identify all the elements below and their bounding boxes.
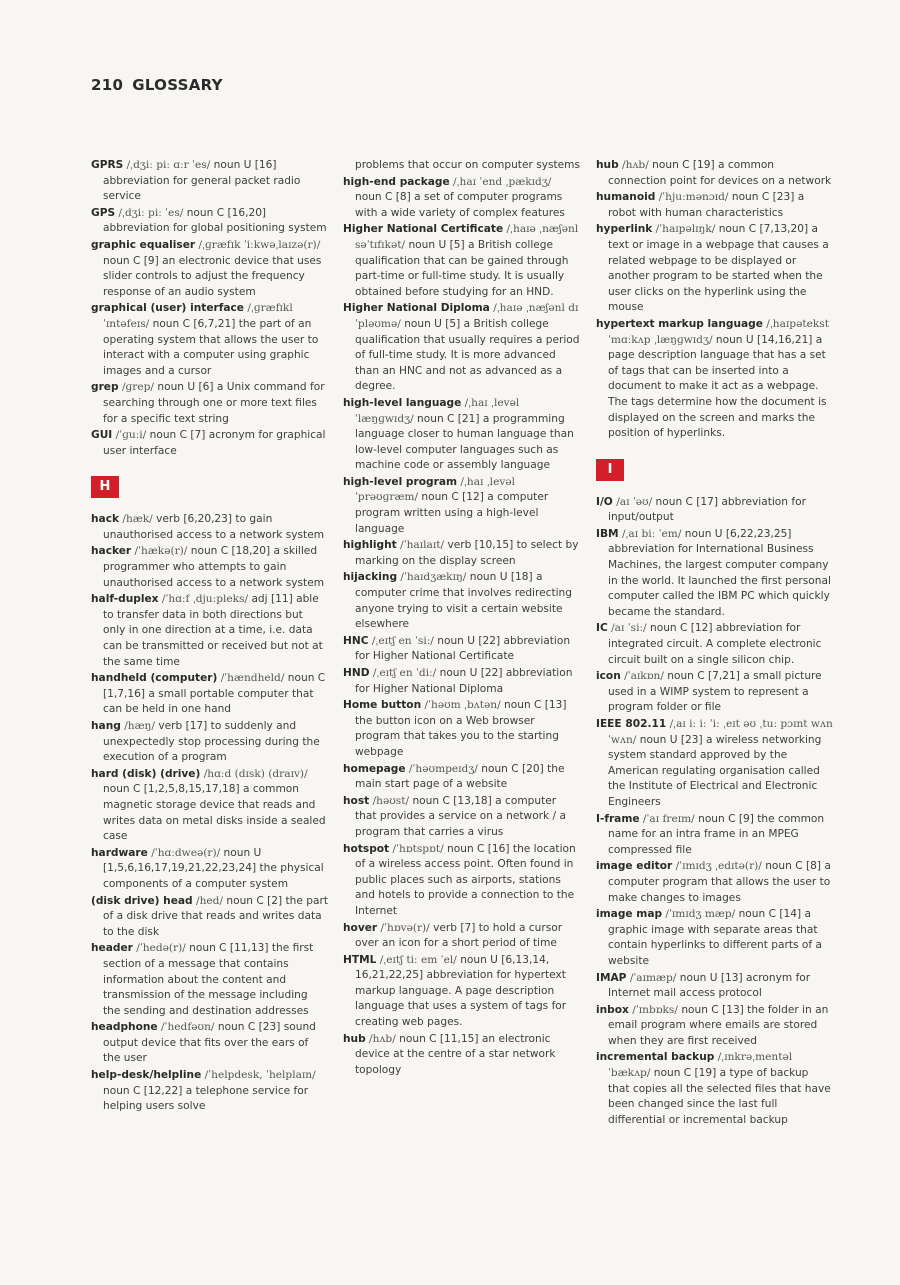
entry-definition: verb [6,20,23] to gain unauthorised access to a network system [103,513,325,541]
glossary-entry [343,301,580,395]
glossary-entry [91,671,328,718]
glossary-column-2 [343,158,580,1079]
entry-pronunciation: /ˌhaɪ ˌlevəl ˈprəʊɡræm/ [355,475,515,504]
glossary-entry [91,1020,328,1067]
entry-pronunciation: /ˈhændheld/ [220,672,285,685]
entry-pronunciation: /ˈhedfəʊn/ [160,1021,215,1034]
glossary-entry [91,1068,328,1115]
entry-term: hover [343,921,378,934]
entry-term: graphic equaliser [91,238,196,251]
page-number: 210 [91,76,124,94]
entry-definition: noun C [9] an electronic device that uses slider controls to adjust the frequency response of an audio system [103,254,322,298]
entry-term: host [343,794,370,807]
entry-pronunciation: /ˈhaɪlaɪt/ [400,539,445,552]
entry-term: half-duplex [91,593,159,606]
entry-pronunciation: /aɪ ˈəʊ/ [616,495,653,508]
entry-pronunciation: /ˈhɑːdweə(r)/ [151,846,221,859]
glossary-entry [596,190,833,221]
entry-pronunciation: /ˈhəʊm ˌbʌtən/ [424,699,501,712]
glossary-entry [91,206,328,237]
entry-pronunciation: /ˈhækə(r)/ [134,545,188,558]
section-letter [596,443,833,495]
entry-continuation: problems that occur on computer systems [355,159,581,171]
entry-definition: noun U [22] abbreviation for Higher National Certificate [355,634,571,663]
entry-term: help-desk/helpline [91,1069,202,1082]
glossary-entry [91,158,328,205]
entry-term: homepage [343,762,406,775]
entry-definition: noun U [5] a British college qualification that usually requires a period of full-time study. It is more advanced than an HNC and not as advanced as a degree. [355,317,580,393]
entry-term: GPS [91,206,116,219]
entry-term: hijacking [343,571,398,584]
entry-pronunciation: /aɪ ˈsiː/ [611,622,647,635]
entry-definition: noun C [1,7,16] a small portable computer that can be held in one hand [103,672,326,716]
entry-definition: noun C [23] a robot with human characteristics [608,191,805,219]
glossary-entry [596,317,833,442]
glossary-entry [91,544,328,591]
glossary-entry [343,842,580,920]
glossary-entry [343,475,580,537]
entry-term: (disk drive) head [91,894,193,907]
glossary-entry [596,495,833,526]
entry-term: hyperlink [596,223,653,236]
entry-term: Home button [343,699,422,712]
entry-pronunciation: /ˈɪmɪdʒ ˌedɪtə(r)/ [675,860,762,873]
entry-term: handheld (computer) [91,672,218,685]
entry-definition: noun C [16,20] abbreviation for global positioning system [103,206,327,235]
entry-definition: noun C [7,13,20] a text or image in a webpage that causes a related webpage to be displayed or another program to be started when the user clicks on the hyperlink using the mouse [608,223,829,314]
entry-term: Higher National Diploma [343,302,490,315]
glossary-entry [343,698,580,760]
entry-term: image map [596,908,663,921]
glossary-entry [343,953,580,1031]
entry-term: header [91,942,133,955]
entry-pronunciation: /ˈhɑːf ˌdjuːpleks/ [161,593,249,606]
entry-term: graphical (user) interface [91,302,244,315]
page-header [91,76,232,94]
entry-definition: noun C [13,18] a computer that provides a service on a network / a program that carries a virus [355,794,566,838]
entry-definition: noun U [6,13,14, 16,21,22,25] abbreviation for hypertext markup language. A page description language that uses a system of tags for creating web pages. [355,953,567,1029]
entry-pronunciation: /ˌaɪ iː iː ˈiː ˌeɪt əʊ ˌtuː pɔɪnt wʌn ˈwʌn/ [608,718,833,746]
entry-pronunciation: /ˈhəʊmpeɪdʒ/ [408,762,478,775]
entry-pronunciation: /ˈhedə(r)/ [136,942,186,955]
section-letter-badge: I [596,459,624,481]
entry-definition: noun U [6,22,23,25] abbreviation for International Business Machines, the largest computer company in the world. It launched the first personal computer called the IBM PC which quickly became the standard. [608,527,831,618]
page-title: GLOSSARY [132,76,223,94]
glossary-entry [91,894,328,941]
glossary-entry [596,1050,833,1128]
glossary-entry [91,719,328,766]
entry-definition: noun U [14,16,21] a page description language that has a set of tags that can be inserted into a document to make it act as a webpage. The tags determine how the document is displayed on the screen and marks the position of hyperlinks. [608,333,827,440]
entry-term: inbox [596,1003,629,1016]
entry-term: hypertext markup language [596,317,763,330]
entry-pronunciation: /hæŋ/ [124,720,155,732]
entry-definition: noun U [16] abbreviation for general packet radio service [103,159,301,203]
entry-definition: noun U [23] a wireless networking system standard approved by the American regulating organisation called the Institute of Electrical and Electronic Engineers [608,733,822,808]
entry-definition: verb [10,15] to select by marking on the display screen [355,539,579,567]
glossary-entry [343,762,580,793]
entry-pronunciation: /ˌeɪtʃ tiː em ˈel/ [379,953,457,966]
entry-definition: noun C [8] a computer program that allows the user to make changes to images [608,860,831,904]
entry-definition: noun C [11,13] the first section of a message that contains information about the content and transmission of the message including the sending and destination addresses [103,942,314,1017]
glossary-entry [596,527,833,621]
entry-pronunciation: /hæk/ [122,513,153,526]
entry-definition: noun C [17] abbreviation for input/output [608,495,806,524]
entry-definition: noun C [11,15] an electronic device at the centre of a star network topology [355,1032,556,1076]
entry-definition: noun C [20] the main start page of a website [355,762,565,791]
entry-term: hardware [91,846,148,859]
entry-term: hack [91,513,120,526]
entry-term: IMAP [596,971,627,984]
entry-term: grep [91,381,119,394]
entry-term: highlight [343,539,397,552]
glossary-entry [343,1032,580,1079]
entry-term: hub [343,1032,366,1045]
entry-term: high-end package [343,175,450,188]
entry-pronunciation: /ˈhɒtspɒt/ [392,842,444,855]
entry-pronunciation: /ˌaɪ biː ˈem/ [621,527,682,540]
entry-pronunciation: /ɡrep/ [121,381,154,394]
entry-pronunciation: /ˌeɪtʃ en ˈsiː/ [371,634,434,647]
entry-definition: noun C [12] abbreviation for integrated circuit. A complete electronic circuit built on a single silicon chip. [608,622,822,666]
glossary-entry [343,222,580,300]
glossary-entry [91,767,328,845]
glossary-entry [596,158,833,189]
entry-pronunciation: /ˌhaɪpətekst ˈmɑːkʌp ˌlæŋɡwɪdʒ/ [608,317,829,346]
entry-definition: noun C [12] a computer program written using a high-level language [355,491,549,535]
glossary-entry [343,538,580,569]
entry-definition: noun U [6] a Unix command for searching through one or more text files for a specific text string [103,381,325,425]
entry-definition: noun C [14] a graphic image with separate areas that contain hyperlinks to different parts of a website [608,908,822,967]
entry-definition: noun C [21] a programming language closer to human language than low-level computer languages such as machine code or assembly language [355,412,574,472]
glossary-entry [91,941,328,1019]
entry-term: IEEE 802.11 [596,718,667,730]
glossary-entry [91,846,328,893]
entry-pronunciation: /ˈhelpdesk, ˈhelplaɪn/ [204,1069,316,1082]
entry-pronunciation: /ˈhjuːmənɔɪd/ [658,191,729,204]
entry-definition: noun C [19] a type of backup that copies all the selected files that have been changed since the last full differential or incremental backup [608,1067,831,1126]
glossary-entry [343,794,580,841]
entry-definition: adj [11] able to transfer data in both directions but only in one direction at a time, i.e. data can be transmitted or received but not at the same time [103,593,323,668]
entry-term: hacker [91,545,132,558]
entry-pronunciation: /ˌhaɪə ˌnæʃənl dɪˈpləʊmə/ [355,302,579,330]
entry-term: IBM [596,527,619,540]
entry-definition: noun C [6,7,21] the part of an operating system that allows the user to interact with a computer using graphic images and a cursor [103,317,319,377]
entry-definition: noun C [23] sound output device that fits over the ears of the user [103,1021,316,1065]
entry-pronunciation: /ˈɪmɪdʒ mæp/ [665,908,736,921]
entry-definition: noun U [18] a computer crime that involves redirecting anyone trying to visit a certain website elsewhere [355,571,573,631]
glossary-entry [343,921,580,952]
entry-term: hang [91,720,121,732]
entry-definition: noun C [7,21] a small picture used in a WIMP system to represent a program folder or file [608,670,822,714]
entry-definition: verb [17] to suddenly and unexpectedly stop processing during the execution of a program [103,720,320,764]
entry-pronunciation: /ˈhaɪpəlɪŋk/ [655,223,716,236]
entry-term: HTML [343,953,377,966]
glossary-entry [596,621,833,668]
entry-term: HNC [343,634,369,647]
glossary-entry [596,812,833,859]
glossary-column-1 [91,158,328,1116]
entry-pronunciation: /hʌb/ [622,159,649,171]
entry-pronunciation: /ˌeɪtʃ en ˈdiː/ [372,667,437,679]
entry-pronunciation: /ˌɡræfɪk ˈiːkwəˌlaɪzə(r)/ [198,238,321,251]
glossary-entry [343,634,580,665]
entry-pronunciation: /ˌɡræfɪkl ˈɪntəfeɪs/ [103,302,293,330]
entry-definition: verb [7] to hold a cursor over an icon for a short period of time [355,921,563,950]
glossary-entry [343,570,580,632]
glossary-entry [596,669,833,716]
glossary-entry [91,592,328,670]
glossary-entry [596,859,833,906]
entry-pronunciation: /həʊst/ [372,794,410,807]
entry-term: I/O [596,495,613,508]
entry-term: IC [596,622,608,635]
entry-definition: noun C [9] the common name for an intra frame in an MPEG compressed file [608,812,825,856]
entry-pronunciation: /ˈaɪkɒn/ [624,670,664,683]
glossary-entry [596,907,833,969]
entry-term: hotspot [343,842,390,855]
entry-pronunciation: /hɑːd (dɪsk) (draɪv)/ [203,767,308,780]
entry-definition: noun C [12,22] a telephone service for helping users solve [103,1084,309,1113]
entry-pronunciation: /ˌɪnkrəˌmentəl ˈbækʌp/ [608,1051,793,1080]
glossary-column-3 [596,158,833,1129]
entry-pronunciation: /ˌhaɪ ˈend ˌpækɪdʒ/ [453,175,552,188]
entry-definition: noun C [7] acronym for graphical user interface [103,429,326,457]
entry-definition: noun C [13] the button icon on a Web browser program that takes you to the starting webpage [355,699,567,758]
entry-term: HND [343,667,370,679]
entry-term: I-frame [596,812,640,825]
entry-definition: noun U [13] acronym for Internet mail access protocol [608,971,811,1000]
entry-definition: noun C [18,20] a skilled programmer who attempts to gain unauthorised access to a network system [103,545,325,589]
entry-term: high-level language [343,396,462,409]
entry-pronunciation: /ˌhaɪ ˌlevəl ˈlæŋɡwɪdʒ/ [355,396,520,425]
entry-term: hard (disk) (drive) [91,767,201,780]
section-letter [91,460,328,512]
entry-term: GUI [91,429,113,442]
entry-pronunciation: /hed/ [196,894,224,907]
entry-pronunciation: /hʌb/ [369,1032,396,1045]
entry-definition: noun U [1,5,6,16,17,19,21,22,23,24] the physical components of a computer system [103,846,324,890]
glossary-entry [596,222,833,316]
entry-term: high-level program [343,475,458,488]
glossary-entry [91,238,328,300]
glossary-entry [91,380,328,427]
entry-pronunciation: /ˈhaɪdʒækɪŋ/ [400,571,467,584]
entry-term: GPRS [91,159,124,171]
entry-term: icon [596,670,621,683]
glossary-entry [596,717,833,811]
entry-pronunciation: /ˌhaɪə ˌnæʃənl səˈtɪfɪkət/ [355,223,579,251]
entry-pronunciation: /ˈhɒvə(r)/ [380,921,430,934]
entry-pronunciation: /ˌdʒiː piː ˈes/ [118,206,184,219]
entry-term: headphone [91,1021,158,1034]
entry-term: Higher National Certificate [343,223,504,236]
entry-pronunciation: /ˈaɪ freɪm/ [642,812,695,825]
entry-term: incremental backup [596,1051,715,1064]
entry-term: image editor [596,860,673,873]
entry-term: humanoid [596,191,656,204]
entry-definition: noun C [13] the folder in an email program where emails are stored when they are first received [608,1003,829,1047]
entry-definition: noun C [2] the part of a disk drive that reads and writes data to the disk [103,894,328,938]
glossary-entry [343,175,580,222]
entry-definition: noun U [5] a British college qualification that can be gained through part-time or full-time study. It is usually obtained before studying for an HND. [355,238,569,298]
glossary-entry [343,396,580,474]
entry-term: hub [596,159,619,171]
entry-pronunciation: /ˈɪnbɒks/ [632,1003,678,1016]
entry-pronunciation: /ˈɡuːi/ [115,429,147,442]
glossary-entry [91,512,328,543]
glossary-entry [596,971,833,1002]
entry-definition: noun C [16] the location of a wireless access point. Often found in public places such as airports, stations and hotels to provide a connection to the Internet [355,842,576,917]
entry-definition: noun C [8] a set of computer programs with a wide variety of complex features [355,191,565,219]
entry-definition: noun U [22] abbreviation for Higher National Diploma [355,667,573,695]
glossary-entry [91,301,328,379]
section-letter-badge: H [91,476,119,498]
entry-definition: noun C [19] a common connection point for devices on a network [608,159,832,187]
entry-pronunciation: /ˌdʒiː piː ɑːr ˈes/ [126,159,211,171]
entry-definition: noun C [1,2,5,8,15,17,18] a common magnetic storage device that reads and writes data on metal disks inside a sealed case [103,783,326,843]
entry-pronunciation: /ˈaɪmæp/ [629,971,677,984]
glossary-entry [91,428,328,459]
glossary-entry [343,666,580,697]
glossary-entry [596,1003,833,1050]
